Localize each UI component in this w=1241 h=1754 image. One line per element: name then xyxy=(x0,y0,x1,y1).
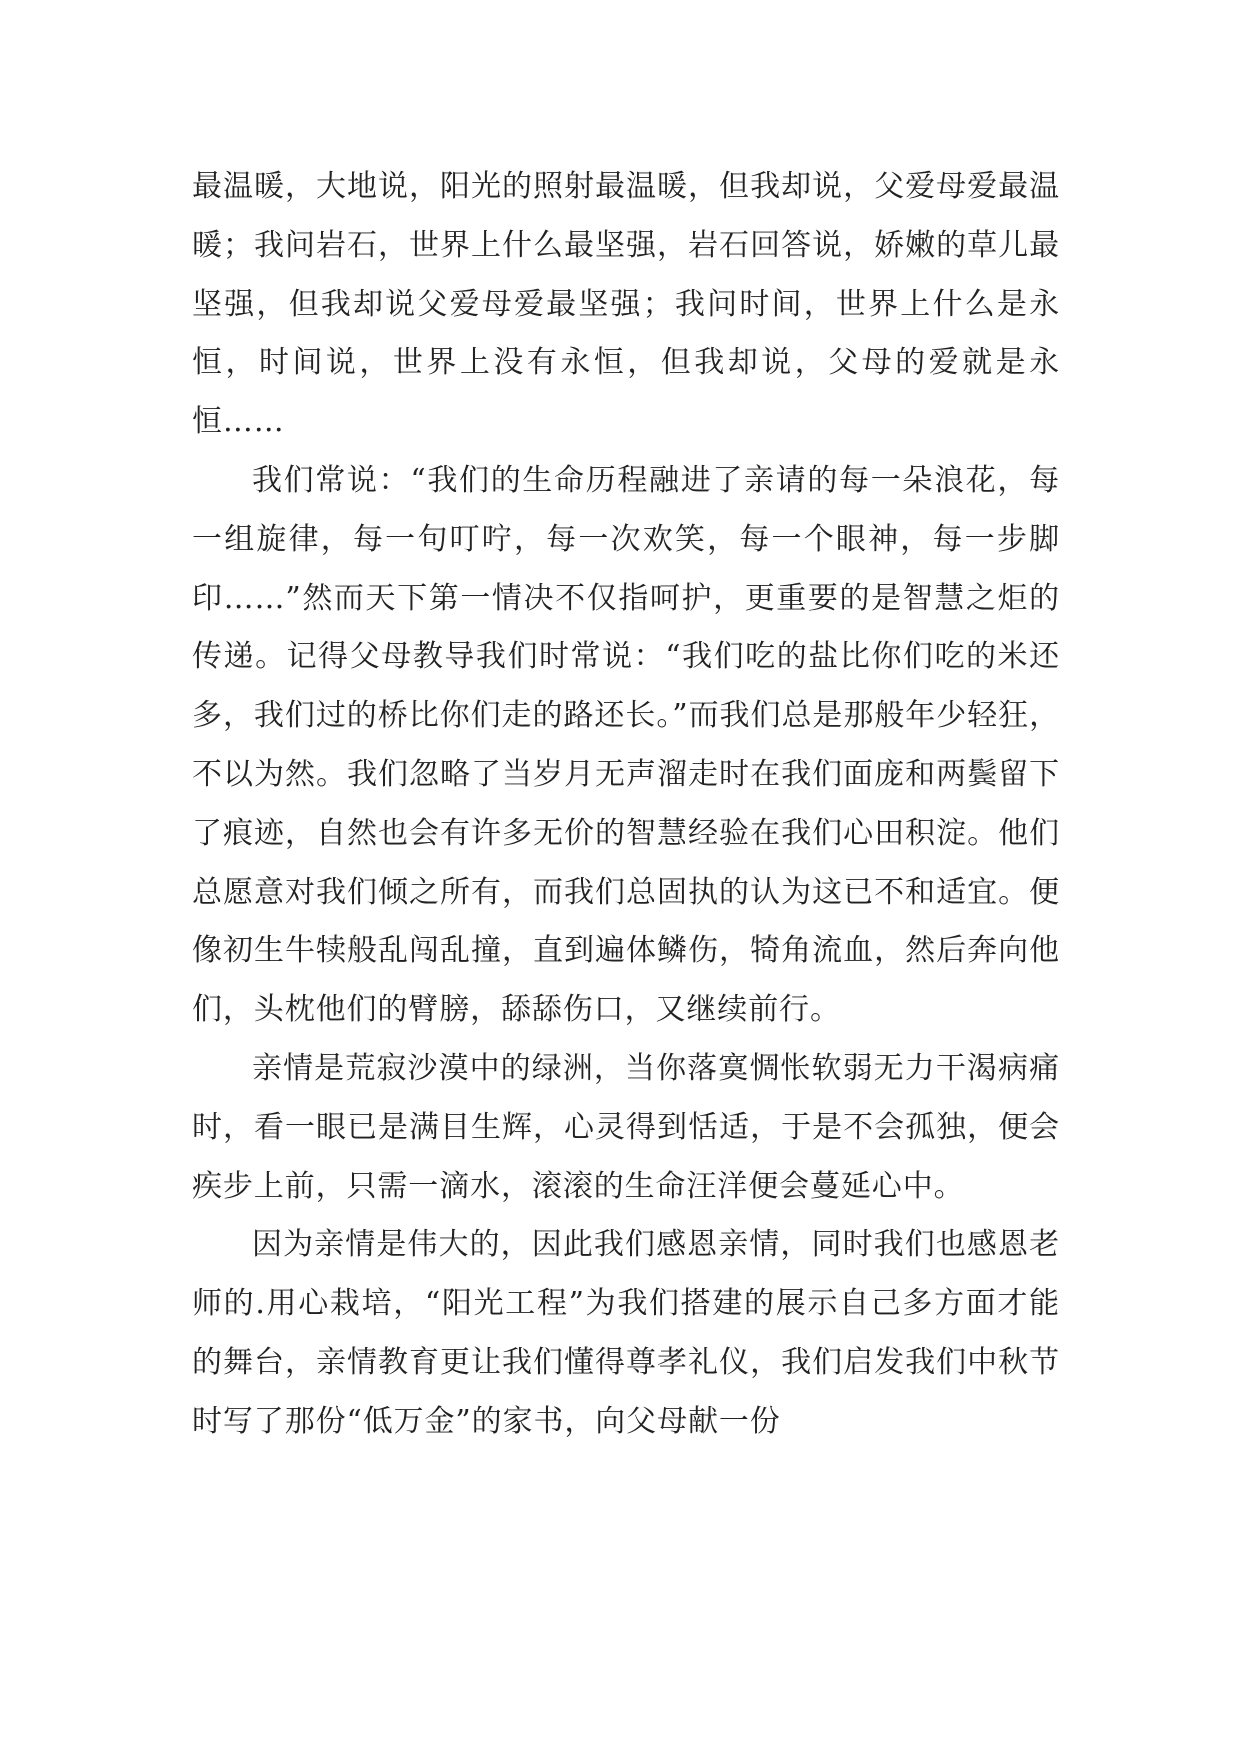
document-body xyxy=(192,158,1060,1452)
paragraph-4: 因为亲情是伟大的，因此我们感恩亲情，同时我们也感恩老师的.用心栽培，“阳光工程”为我们搭建的展示自己多方面才能的舞台，亲情教育更让我们懂得尊孝礼仪，我们启发我们中秋节时写了那份“低万金”的家书，向父母献一份 xyxy=(192,1227,1060,1439)
paragraph-2: 我们常说：“我们的生命历程融进了亲请的每一朵浪花，每一组旋律，每一句叮咛，每一次欢笑，每一个眼神，每一步脚印……”然而天下第一情决不仅指呵护，更重要的是智慧之炬的传递。记得父母教导我们时常说：“我们吃的盐比你们吃的米还多，我们过的桥比你们走的路还长。”而我们总是那般年少轻狂，不以为然。我们忽略了当岁月无声溜走时在我们面庞和两鬓留下了痕迹，自然也会有许多无价的智慧经验在我们心田积淀。他们总愿意对我们倾之所有，而我们总固执的认为这已不和适宜。便像初生牛犊般乱闯乱撞，直到遍体鳞伤，犄角流血，然后奔向他们，头枕他们的臂膀，舔舔伤口，又继续前行。 xyxy=(192,462,1060,1028)
paragraph-3: 亲情是荒寂沙漠中的绿洲，当你落寞惆怅软弱无力干渴病痛时，看一眼已是满目生辉，心灵得到恬适，于是不会孤独，便会疾步上前，只需一滴水，滚滚的生命汪洋便会蔓延心中。 xyxy=(192,1050,1060,1204)
paragraph-1: 最温暖，大地说，阳光的照射最温暖，但我却说，父爱母爱最温暖；我问岩石，世界上什么最坚强，岩石回答说，娇嫩的草儿最坚强，但我却说父爱母爱最坚强；我问时间，世界上什么是永恒，时间说，世界上没有永恒，但我却说，父母的爱就是永恒…… xyxy=(192,169,1060,440)
